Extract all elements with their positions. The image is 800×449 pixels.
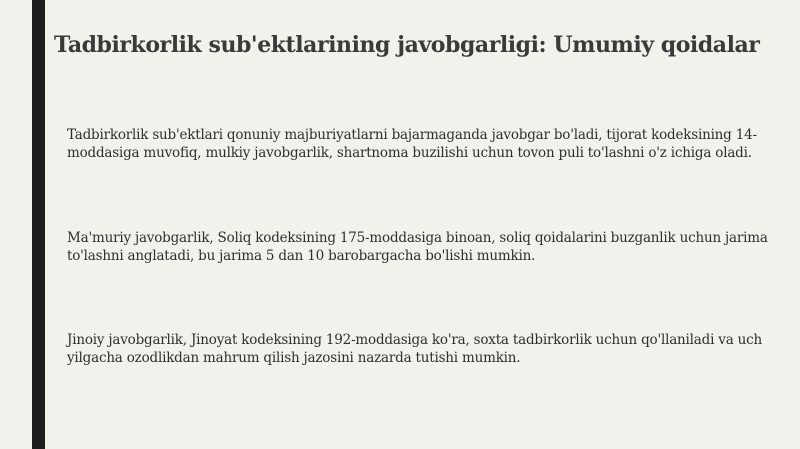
paragraph-administrative-liability: Ma'muriy javobgarlik, Soliq kodeksining 175-moddasiga binoan, soliq qoidalarini buzganlik uchun jarima to'lashni anglatadi, bu jarima 5 dan 10 barobargacha bo'lishi mumkin. [67,230,768,264]
paragraph-property-liability: Tadbirkorlik sub'ektlari qonuniy majburiyatlarni bajarmaganda javobgar bo'ladi, tijorat kodeksining 14-moddasiga muvofiq, mulkiy javobgarlik, shartnoma buzilishi uchun tovon puli to'lashni o'z ichiga oladi. [67,127,757,161]
slide-title: Tadbirkorlik sub'ektlarining javobgarligi: Umumiy qoidalar [54,32,760,58]
accent-bar [32,0,45,449]
paragraph-criminal-liability: Jinoiy javobgarlik, Jinoyat kodeksining 192-moddasiga ko'ra, soxta tadbirkorlik uchun qo'llaniladi va uch yilgacha ozodlikdan mahrum qilish jazosini nazarda tutishi mumkin. [67,332,763,366]
